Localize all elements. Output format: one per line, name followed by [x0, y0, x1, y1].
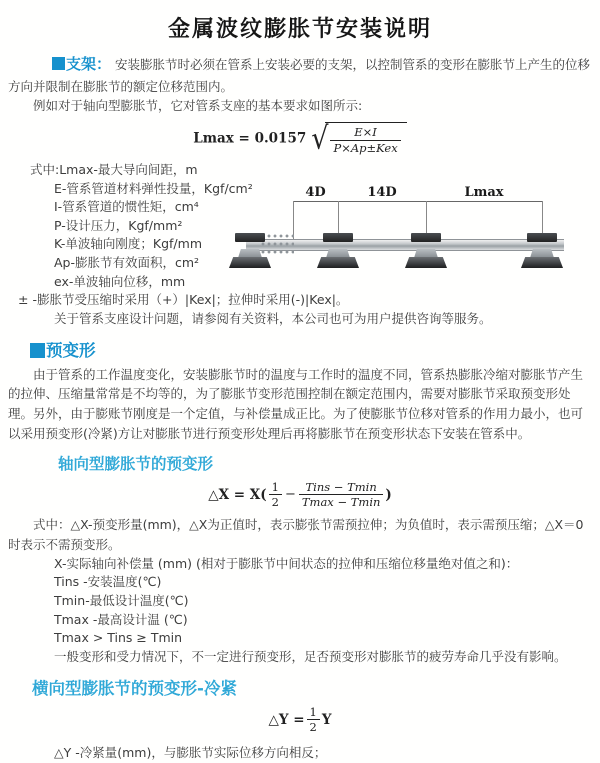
definitions-and-diagram	[8, 161, 592, 329]
lateral-subheading: 横向型膨胀节的预变形-冷紧	[32, 678, 237, 698]
dimension-label-14d: 14D	[367, 184, 397, 200]
support-note-line: 关于管系支座设计问题，请参阅有关资料，本公司也可为用户提供咨询等服务。	[54, 310, 492, 326]
support-intro-text: 安装膨胀节时必须在管系上安装必要的支架，以控制管系的变形在膨胀节上产生的位移方向并限制在膨胀节的额定位移范围内。	[8, 57, 591, 94]
axial-explain-paragraph: 式中：△X-预变形量(mm)，△X为正值时，表示膨张节需预拉伸；为负值时，表示需预压缩；△X＝0时表示不需预变形。	[8, 517, 584, 553]
predeform-section-heading	[30, 337, 592, 361]
definition-line: ex-单波轴向位移，mm	[54, 273, 186, 289]
one-half-fraction: $\frac{1}{2}$	[307, 705, 320, 735]
pipe-support	[403, 233, 449, 273]
lateral-note-line: △Y -冷紧量(mm)，与膨胀节实际位移方向相反；	[54, 745, 327, 761]
axial-note-line: 一般变形和受力情况下，不一定进行预变形，足否预变形对膨胀节的疲劳寿命几乎没有影响。	[54, 648, 567, 664]
page-title: 金属波纹膨胀节安装说明	[167, 17, 432, 42]
blue-square-icon	[30, 343, 45, 358]
lmax-formula-denominator: P×Ap±Kex	[333, 140, 398, 155]
definition-line: I-管系管道的惯性矩，cm⁴	[54, 199, 199, 215]
lmax-formula-numerator: E×I	[330, 125, 400, 140]
axial-formula-rparen: )	[385, 486, 392, 503]
predeform-heading-text: 预变形	[46, 340, 96, 360]
dimension-label-lmax: Lmax	[464, 184, 504, 200]
axial-line: X-实际轴向补偿量 (mm) (相对于膨胀节中间状态的拉伸和压缩位移量绝对值之和)：	[54, 555, 519, 571]
axial-formula-lhs: △X = X(	[208, 486, 267, 503]
lmax-formula-radicand	[325, 122, 406, 155]
minus-operator: −	[284, 486, 296, 502]
definition-line: 式中:Lmax-最大导向间距，m	[30, 161, 198, 177]
lmax-formula-lhs: Lmax = 0.0157	[193, 130, 307, 147]
radical-sign-icon: √	[311, 120, 329, 157]
definition-line: K-单波轴向刚度；Kgf/mm	[54, 236, 202, 252]
pipe-support	[227, 233, 273, 273]
one-half-fraction: $\frac{1}{2}$	[269, 480, 282, 510]
support-intro-paragraph	[8, 53, 592, 96]
lmax-formula	[8, 122, 592, 155]
definition-line: ± -膨胀节受压缩时采用（+）|Kex|；拉伸时采用(-)|Kex|。	[18, 292, 349, 308]
axial-subheading: 轴向型膨胀节的预变形	[58, 454, 214, 473]
axial-formula	[8, 480, 592, 510]
axial-line: Tins -安装温度(℃)	[54, 574, 162, 590]
support-section-heading: 支架：	[66, 55, 112, 73]
lateral-formula-rhs: Y	[321, 711, 332, 728]
predeform-paragraph: 由于管系的工作温度变化，安装膨胀节时的温度与工作时的温度不同，管系热膨胀冷缩对膨胀节产生的拉伸、压缩量常常是不均等的，为了膨胀节变形范围控制在额定范围内，需要对膨胀节采取预变形处理。另外，由于膨账节刚度是一个定值，与补偿量成正比。为了使膨胀节位移对管系的作用力最小，也可以采用预变形(冷紧)方让对膨胀节进行预变形处理后再将膨胀节在预变形状态下安装在管系中。	[8, 366, 584, 441]
lateral-formula	[8, 705, 592, 735]
pipe-support-diagram	[246, 184, 566, 287]
pipe-support	[315, 233, 361, 273]
axial-line: Tmax > Tins ≥ Tmin	[54, 630, 183, 646]
definition-line: E-管系管道材料弹性投量，Kgf/cm²	[54, 180, 253, 196]
support-example-line: 例如对于轴向型膨胀节，它对管系支座的基本要求如图所示:	[33, 98, 363, 114]
axial-line: Tmax -最高设计温 (℃)	[54, 611, 188, 627]
dimension-line	[293, 201, 542, 202]
temperature-fraction: $\frac{\text{Tins − Tmin}}{Tmax - Tmin}$	[299, 480, 384, 510]
pipe-support	[519, 233, 565, 273]
blue-square-icon	[52, 57, 65, 70]
dimension-label-4d: 4D	[305, 184, 326, 200]
definition-line: P-设计压力，Kgf/mm²	[54, 217, 183, 233]
axial-line: Tmin-最低设计温度(℃)	[54, 593, 189, 609]
lateral-formula-lhs: △Y =	[268, 711, 305, 728]
definition-line: Ap-膨胀节有效面积，cm²	[54, 255, 200, 271]
